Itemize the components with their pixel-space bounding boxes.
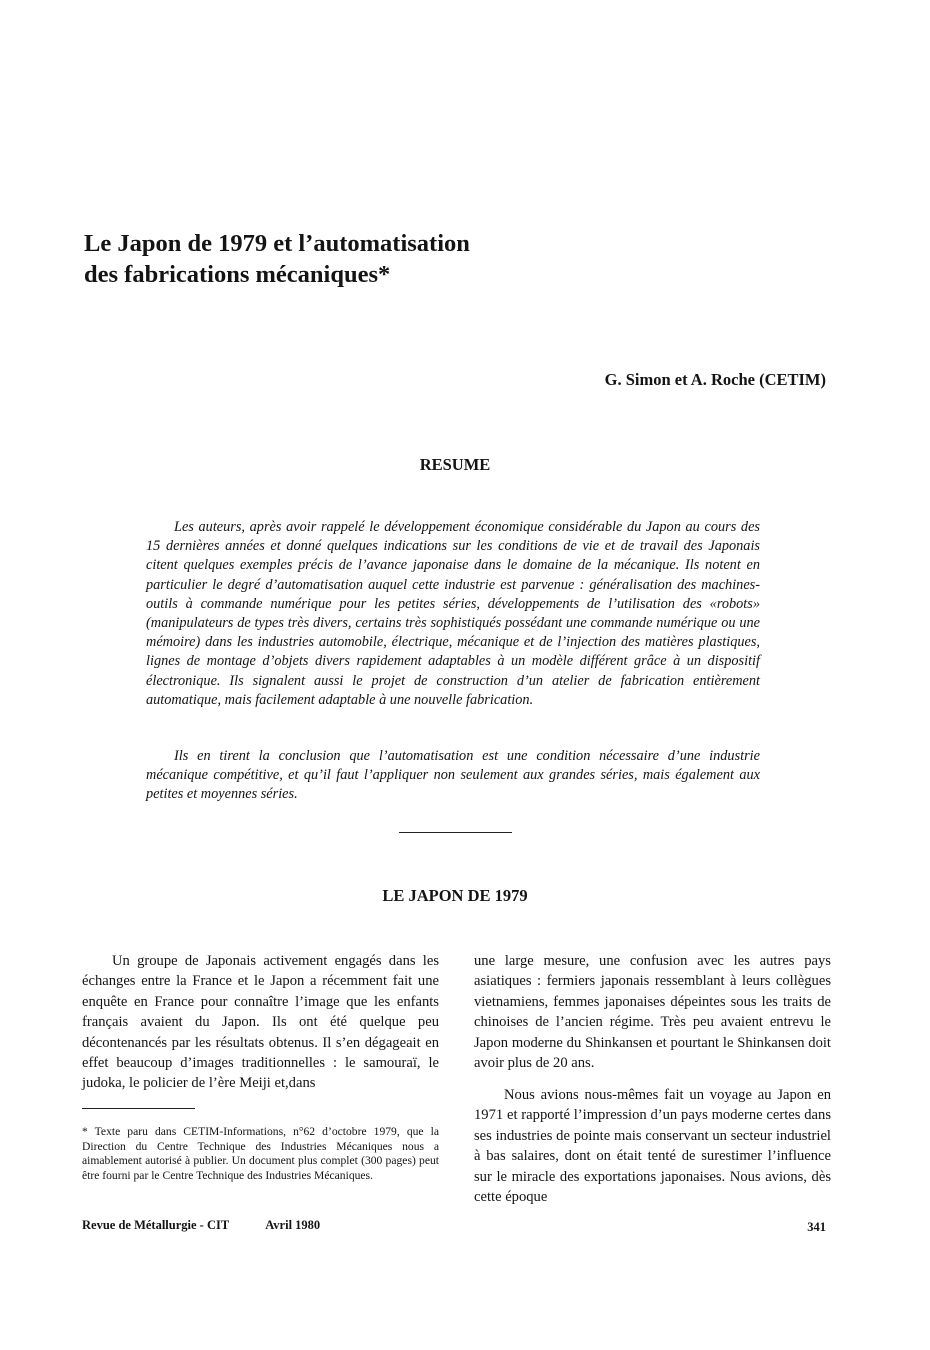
footnote-text: * Texte paru dans CETIM-Informations, n°62 d’octobre 1979, que la Direction du Centre Technique des Industries Mécaniques nous a aimablement autorisé à publier. Un document plus complet (300 pages) peut être fourni par le Centre Technique des Industries Mécaniques. bbox=[82, 1125, 439, 1182]
resume-abstract bbox=[146, 518, 760, 710]
body-column-right-continuation bbox=[474, 951, 831, 1073]
journal-name: Revue de Métallurgie - CIT bbox=[82, 1218, 230, 1232]
article-title bbox=[84, 228, 724, 290]
body-column-left bbox=[82, 951, 439, 1094]
body-paragraph-right-1: une large mesure, une confusion avec les autres pays asiatiques : fermiers japonais ressemblant à leurs collègues vietnamiens, femmes japonaises dépeintes sous les traits de chinoises de l’ancien régime. Très peu avaient entrevu le Japon moderne du Shinkansen et pourtant le Shinkansen doit avoir plus de 20 ans. bbox=[474, 953, 831, 1072]
page-number: 341 bbox=[807, 1220, 826, 1234]
footnote bbox=[82, 1125, 439, 1183]
title-line-2: des fabrications mécaniques* bbox=[84, 261, 391, 288]
resume-paragraph-1: Les auteurs, après avoir rappelé le développement économique considérable du Japon au cours des 15 dernières années et donné quelques indications sur les conditions de vie et de travail des Japonais citent quelques exemples précis de l’avance japonaise dans le domaine de la mécanique. Ils notent en particulier le degré d’automatisation auquel cette industrie est parvenue : généralisation des machines-outils à commande numérique pour les petites séries, développements de l’utilisation des «robots» (manipulateurs de types très divers, certains très sophistiqués possédant une commande numérique ou une mémoire) dans les industries automobile, électrique, mécanique et de l’injection des matières plastiques, lignes de montage d’objets divers rapidement adaptables à un modèle différent grâce à un dispositif électronique. Ils signalent aussi le projet de construction d’un atelier de fabrication entièrement automatique, mais facilement adaptable à une nouvelle fabrication. bbox=[146, 519, 760, 708]
authors: G. Simon et A. Roche (CETIM) bbox=[604, 370, 826, 389]
body-paragraph-left: Un groupe de Japonais activement engagés dans les échanges entre la France et le Japon a récemment fait une enquête en France pour connaître l’image que les enfants français avaient du Japon. Ils ont été quelque peu décontenancés par les résultats obtenus. Il s’en dégageait en effet beaucoup d’images traditionnelles : le samouraï, le judoka, le policier de l’ère Meiji et,dans bbox=[82, 953, 439, 1092]
section-heading: LE JAPON DE 1979 bbox=[382, 886, 528, 905]
body-paragraph-right-2: Nous avions nous-mêmes fait un voyage au Japon en 1971 et rapporté l’impression d’un pays moderne certes dans ses industries de pointe mais conservant un secteur industriel à bas salaires, dont on était tenté de surestimer l’influence sur le miracle des exportations japonaises. Nous avions, dès cette époque bbox=[474, 1087, 831, 1206]
footnote-rule bbox=[82, 1108, 195, 1109]
title-line-1: Le Japon de 1979 et l’automatisation bbox=[84, 230, 470, 257]
page-footer bbox=[82, 1218, 320, 1233]
resume-paragraph-2: Ils en tirent la conclusion que l’automatisation est une condition nécessaire d’une industrie mécanique compétitive, et qu’il faut l’appliquer non seulement aux grandes séries, mais également aux petites et moyennes séries. bbox=[146, 748, 760, 803]
body-column-right-paragraph bbox=[474, 1085, 831, 1207]
resume-heading: RESUME bbox=[419, 455, 491, 474]
resume-abstract-conclusion bbox=[146, 747, 760, 805]
issue-date: Avril 1980 bbox=[265, 1218, 321, 1232]
section-divider bbox=[399, 832, 512, 833]
